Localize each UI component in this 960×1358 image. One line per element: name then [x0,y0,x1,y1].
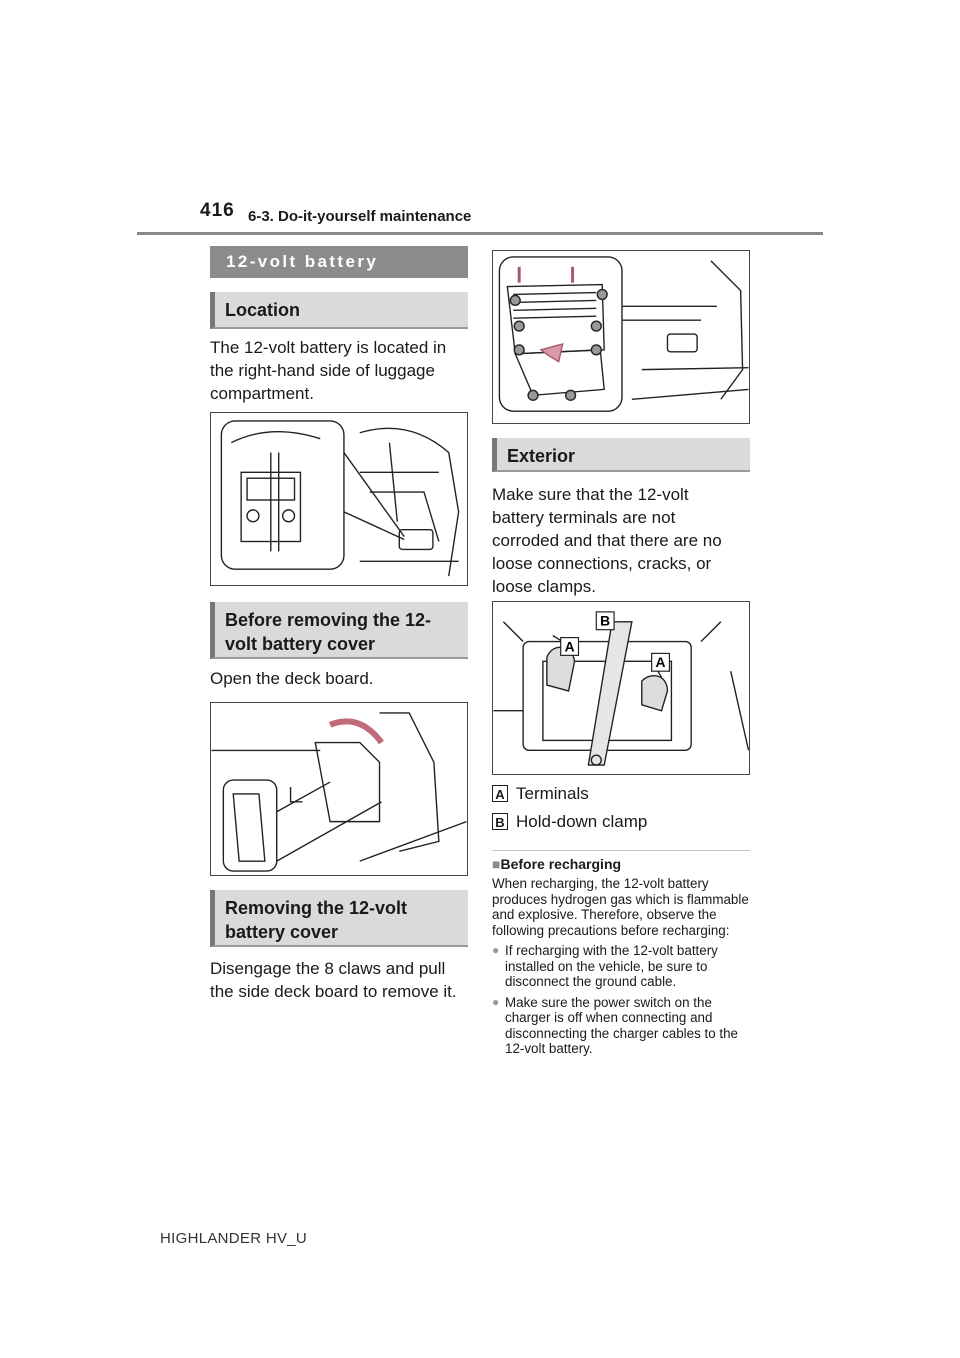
note-marker: ■ [492,856,501,872]
exterior-text: Make sure that the 12-volt battery terminals are not corroded and that there are no loose connections, cracks, or loose clamps. [492,485,722,596]
exterior-heading: Exterior [492,438,750,472]
section-title: 6-3. Do-it-yourself maintenance [248,208,472,225]
topic-banner: 12-volt battery [210,246,468,278]
bullet-marker: ● [492,994,500,1009]
legend-item-terminals [492,782,589,805]
before-removing-heading: Before removing the 12-volt battery cover [210,602,468,659]
disengage-claws-drawing [493,251,749,423]
open-deck-board-drawing [211,703,467,875]
legend-tag-b: B [492,813,508,830]
note-bullet-2 [492,995,754,1057]
removing-text: Disengage the 8 claws and pull the side deck board to remove it. [210,959,457,1001]
page-number: 416 [200,200,235,221]
removing-heading: Removing the 12-volt battery cover [210,890,468,947]
note-divider [492,850,750,851]
header-rule [137,232,823,235]
battery-location-drawing [211,413,467,585]
recharging-note [492,855,754,1057]
note-title-row [492,855,754,873]
legend-text-clamp: Hold-down clamp [516,812,648,831]
location-illustration [210,412,468,586]
callout-b: B [600,612,611,629]
legend-tag-a: A [492,785,508,802]
location-heading: Location [210,292,468,329]
legend-text-terminals: Terminals [516,784,589,803]
claws-illustration [492,250,750,424]
location-text: The 12-volt battery is located in the right-hand side of luggage compartment. [210,338,447,403]
before-removing-text: Open the deck board. [210,669,374,688]
footer-model: HIGHLANDER HV_U [160,1230,308,1247]
bullet-text: If recharging with the 12-volt battery installed on the vehicle, be sure to disconnect the ground cable. [505,943,718,989]
bullet-marker: ● [492,943,500,957]
deck-board-illustration [210,702,468,876]
note-bullet-1 [492,943,754,990]
note-text: When recharging, the 12-volt battery produces hydrogen gas which is flammable and explosive. Therefore, observe the following precautions before recharging: [492,876,749,938]
callout-a-left: A [564,638,575,655]
legend-item-clamp [492,810,647,833]
battery-terminals-drawing [493,602,749,774]
callout-a-right: A [655,654,666,671]
note-title: Before recharging [500,856,622,872]
bullet-text: Make sure the power switch on the charger is off when connecting and disconnecting the charger cables to the 12-volt battery. [505,994,738,1056]
terminals-illustration [492,601,750,775]
